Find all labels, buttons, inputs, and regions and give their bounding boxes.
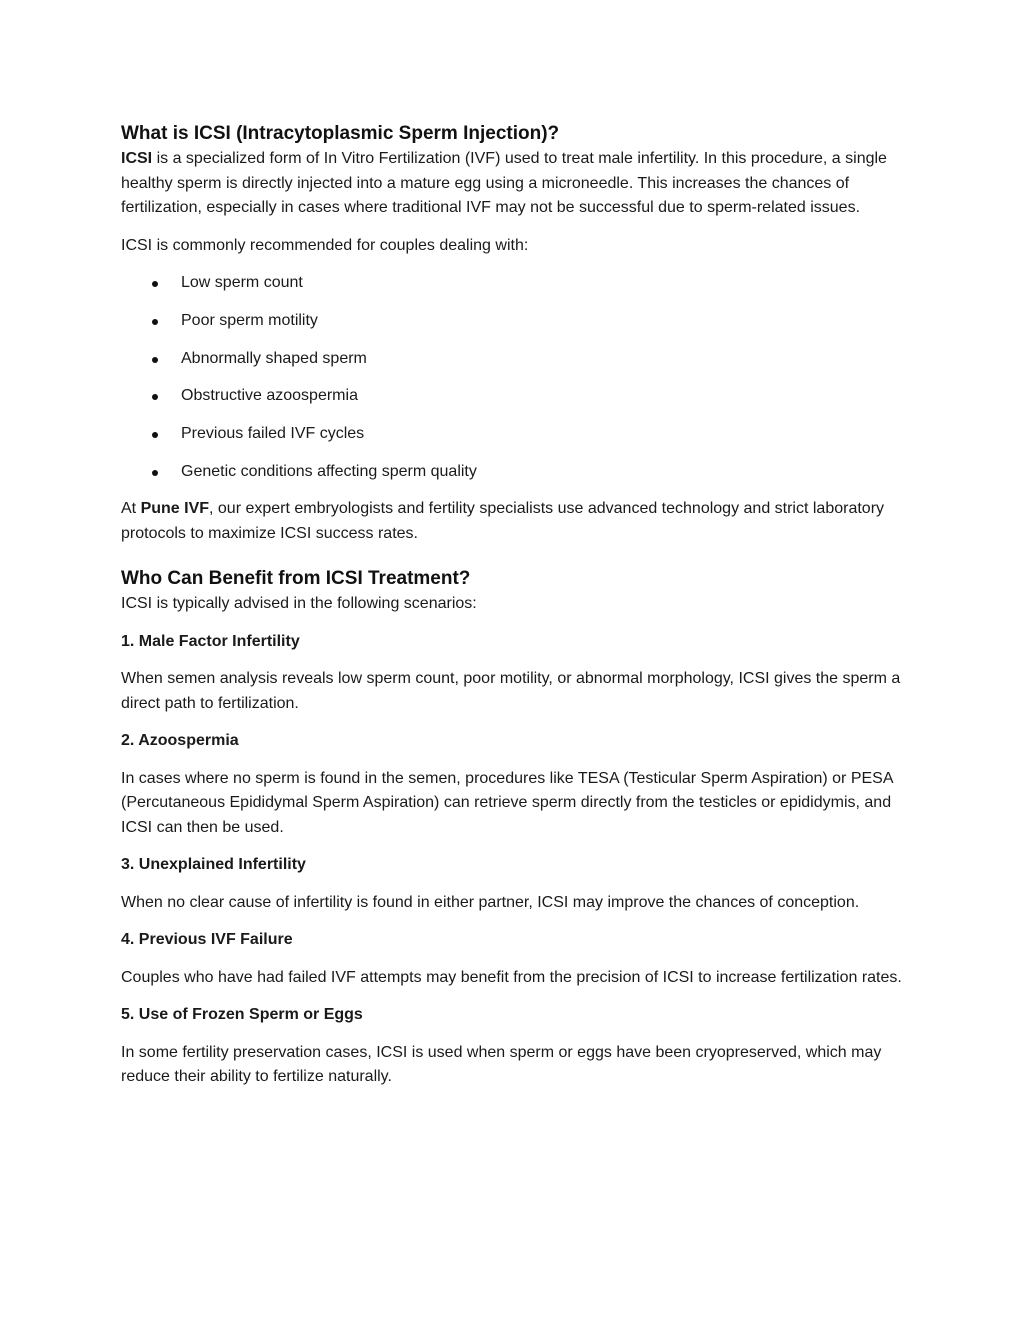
scenario-body: Couples who have had failed IVF attempts may benefit from the precision of ICSI to increase fertilization rates. — [121, 968, 902, 986]
list-item-text: Obstructive azoospermia — [181, 387, 358, 405]
clinic-name: Pune IVF — [140, 500, 210, 518]
condition-list — [121, 271, 903, 484]
intro-paragraph — [121, 147, 903, 221]
list-item — [121, 384, 903, 409]
bullet-icon — [152, 281, 158, 287]
section-heading-what-is-icsi: What is ICSI (Intracytoplasmic Sperm Injection)? — [121, 123, 560, 144]
list-item — [121, 460, 903, 485]
list-item — [121, 309, 903, 334]
document-page — [121, 121, 903, 1090]
list-item-text: Abnormally shaped sperm — [181, 349, 367, 367]
list-item — [121, 271, 903, 296]
scenario-title: 1. Male Factor Infertility — [121, 632, 300, 650]
closing-text: , our expert embryologists and fertility specialists use advanced technology and strict laboratory protocols to maximize ICSI success rates. — [121, 500, 885, 542]
scenario-body: In cases where no sperm is found in the semen, procedures like TESA (Testicular Sperm Aspiration) or PESA (Percutaneous Epididymal Sperm Aspiration) can retrieve sperm directly from the testicles or epididymis, and ICSI can then be used. — [121, 769, 893, 836]
closing-paragraph — [121, 497, 903, 546]
list-item-text: Poor sperm motility — [181, 311, 318, 329]
recommended-paragraph: ICSI is commonly recommended for couples dealing with: — [121, 236, 529, 254]
intro-text: is a specialized form of In Vitro Fertilization (IVF) used to treat male infertility. In this procedure, a single healthy sperm is directly injected into a mature egg using a microneedle. This increases the chances of fertilization, especially in cases where traditional IVF may not be successful due to sperm-related issues. — [121, 150, 887, 216]
bullet-icon — [152, 432, 158, 438]
scenario-title: 3. Unexplained Infertility — [121, 856, 306, 874]
scenario-title: 4. Previous IVF Failure — [121, 931, 293, 949]
list-item — [121, 347, 903, 372]
list-item-text: Genetic conditions affecting sperm quality — [181, 462, 477, 480]
scenario-body: In some fertility preservation cases, ICSI is used when sperm or eggs have been cryopreserved, which may reduce their ability to fertilize naturally. — [121, 1043, 882, 1086]
scenario-title: 2. Azoospermia — [121, 732, 239, 750]
bullet-icon — [152, 319, 158, 325]
bullet-icon — [152, 357, 158, 363]
section-heading-who-can-benefit: Who Can Benefit from ICSI Treatment? — [121, 568, 471, 590]
list-item-text: Low sperm count — [181, 274, 303, 291]
scenario-body: When semen analysis reveals low sperm count, poor motility, or abnormal morphology, ICSI gives the sperm a direct path to fertilization. — [121, 670, 901, 712]
bullet-icon — [152, 470, 158, 476]
list-item — [121, 422, 903, 447]
scenario-body: When no clear cause of infertility is found in either partner, ICSI may improve the chances of conception. — [121, 893, 860, 911]
closing-prefix: At — [121, 500, 141, 518]
intro-bold-term: ICSI — [121, 150, 153, 167]
scenarios-intro: ICSI is typically advised in the following scenarios: — [121, 595, 477, 613]
list-item-text: Previous failed IVF cycles — [181, 425, 365, 443]
scenario-title: 5. Use of Frozen Sperm or Eggs — [121, 1006, 363, 1024]
bullet-icon — [152, 394, 158, 400]
